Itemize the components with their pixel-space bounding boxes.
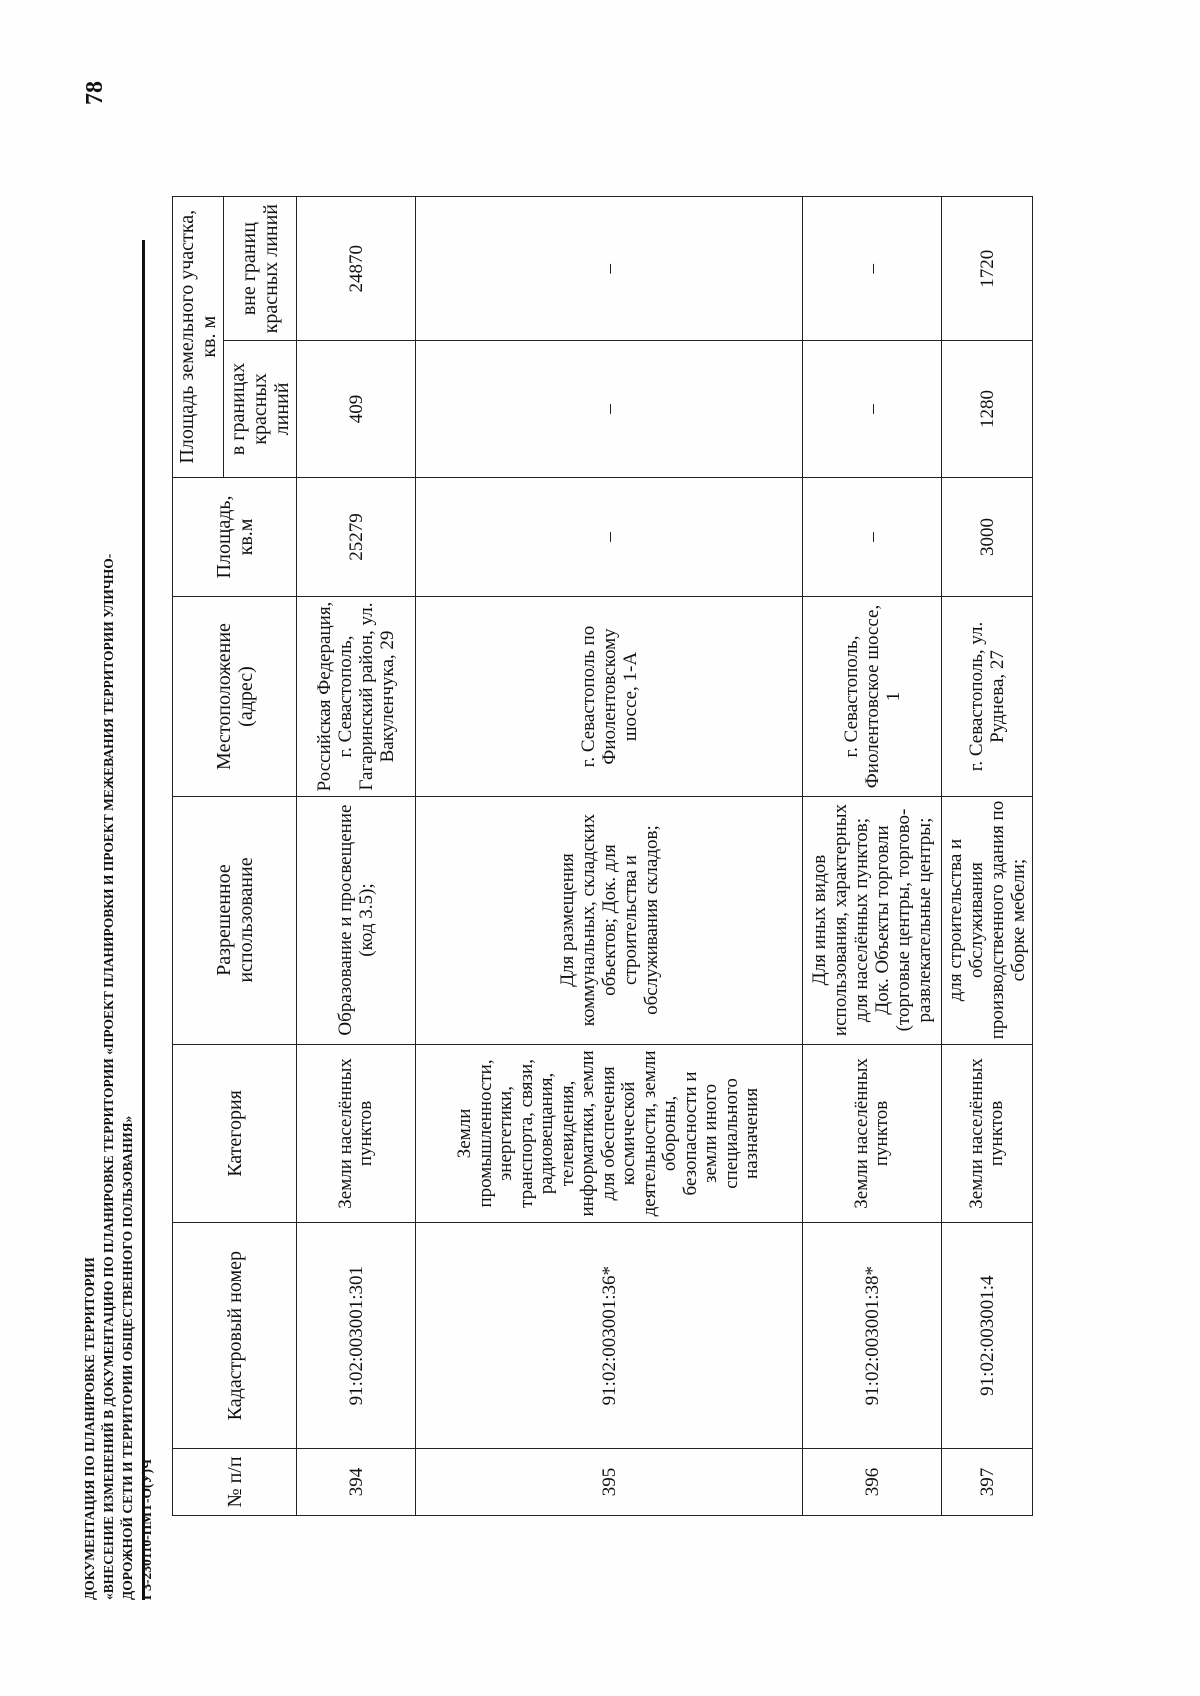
cell-category: Земли населённых пунктов [297, 1044, 416, 1223]
cell-num: 395 [416, 1448, 803, 1515]
cell-inside: 409 [297, 341, 416, 477]
cell-permitted-use: Для размещения коммунальных, складских объектов; Док. для строительства и обслуживания складов; [416, 796, 803, 1044]
cell-outside: – [803, 197, 942, 341]
header-num: № п/п [173, 1448, 297, 1515]
table-row [803, 197, 942, 1516]
cell-outside: – [416, 197, 803, 341]
cell-outside: 1720 [942, 197, 1033, 341]
table-row [942, 197, 1033, 1516]
header-line: ДОКУМЕНТАЦИЯ ПО ПЛАНИРОВКЕ ТЕРРИТОРИИ [82, 1257, 97, 1600]
cell-num: 394 [297, 1448, 416, 1515]
header-inside-red-lines: в границах красных линий [224, 341, 297, 477]
cell-area: 25279 [297, 477, 416, 597]
header-area: Площадь, кв.м [173, 477, 297, 597]
header-location: Местоположение (адрес) [173, 597, 297, 796]
cell-area: – [803, 477, 942, 597]
table-header [173, 197, 297, 1516]
land-plots-table [172, 196, 1033, 1516]
cell-category: Земли населённых пунктов [803, 1044, 942, 1223]
table-row [297, 197, 416, 1516]
cell-category: Земли промышленности, энергетики, транспорта, связи, радиовещания, телевидения, информатики, земли для обеспечения космической деятельности, земли обороны, безопасности и земли иного специального назначения [416, 1044, 803, 1223]
cell-location: Российская Федерация, г. Севастополь, Гагаринский район, ул. Вакуленчука, 29 [297, 597, 416, 796]
header-line: ГЗ-230110-ПМТ-О(У)Ч [139, 1459, 154, 1600]
header-cadastral: Кадастровый номер [173, 1223, 297, 1449]
cell-location: г. Севастополь, Фиолентовское шоссе, 1 [803, 597, 942, 796]
cell-cadastral: 91:02:003001:36* [416, 1223, 803, 1449]
page-number: 78 [82, 81, 108, 105]
table-body [297, 197, 1033, 1516]
cell-outside: 24870 [297, 197, 416, 341]
cell-inside: 1280 [942, 341, 1033, 477]
header-line: ДОРОЖНОЙ СЕТИ И ТЕРРИТОРИИ ОБЩЕСТВЕННОГО ПОЛЬЗОВАНИЯ» [120, 1115, 135, 1600]
header-permitted-use: Разрешенное использование [173, 796, 297, 1044]
cell-area: 3000 [942, 477, 1033, 597]
cell-permitted-use: Образование и просвещение (код 3.5); [297, 796, 416, 1044]
cell-permitted-use: для строительства и обслуживания производственного здания по сборке мебели; [942, 796, 1033, 1044]
header-plot-area-group: Площадь земельного участка, кв. м [173, 197, 224, 478]
cell-category: Земли населённых пунктов [942, 1044, 1033, 1223]
header-line: «ВНЕСЕНИЕ ИЗМЕНЕНИЙ В ДОКУМЕНТАЦИЮ ПО ПЛАНИРОВКЕ ТЕРРИТОРИИ «ПРОЕКТ ПЛАНИРОВКИ И ПРОЕКТ МЕЖЕВАНИЯ ТЕРРИТОРИИ УЛИЧНО- [101, 553, 116, 1600]
header-category: Категория [173, 1044, 297, 1223]
cell-area: – [416, 477, 803, 597]
header-outside-red-lines: вне границ красных линий [224, 197, 297, 341]
cell-cadastral: 91:02:003001:301 [297, 1223, 416, 1449]
table-row [416, 197, 803, 1516]
cell-location: г. Севастополь, ул. Руднева, 27 [942, 597, 1033, 796]
cell-num: 397 [942, 1448, 1033, 1515]
cell-cadastral: 91:02:003001:38* [803, 1223, 942, 1449]
header-divider [142, 240, 145, 1600]
cell-cadastral: 91:02:003001:4 [942, 1223, 1033, 1449]
cell-location: г. Севастополь по Фиолентовскому шоссе, 1-А [416, 597, 803, 796]
cell-inside: – [416, 341, 803, 477]
cell-inside: – [803, 341, 942, 477]
cell-num: 396 [803, 1448, 942, 1515]
cell-permitted-use: Для иных видов использования, характерных для населённых пунктов; Док. Объекты торговли (торговые центры, торгово-развлекательные центры; [803, 796, 942, 1044]
